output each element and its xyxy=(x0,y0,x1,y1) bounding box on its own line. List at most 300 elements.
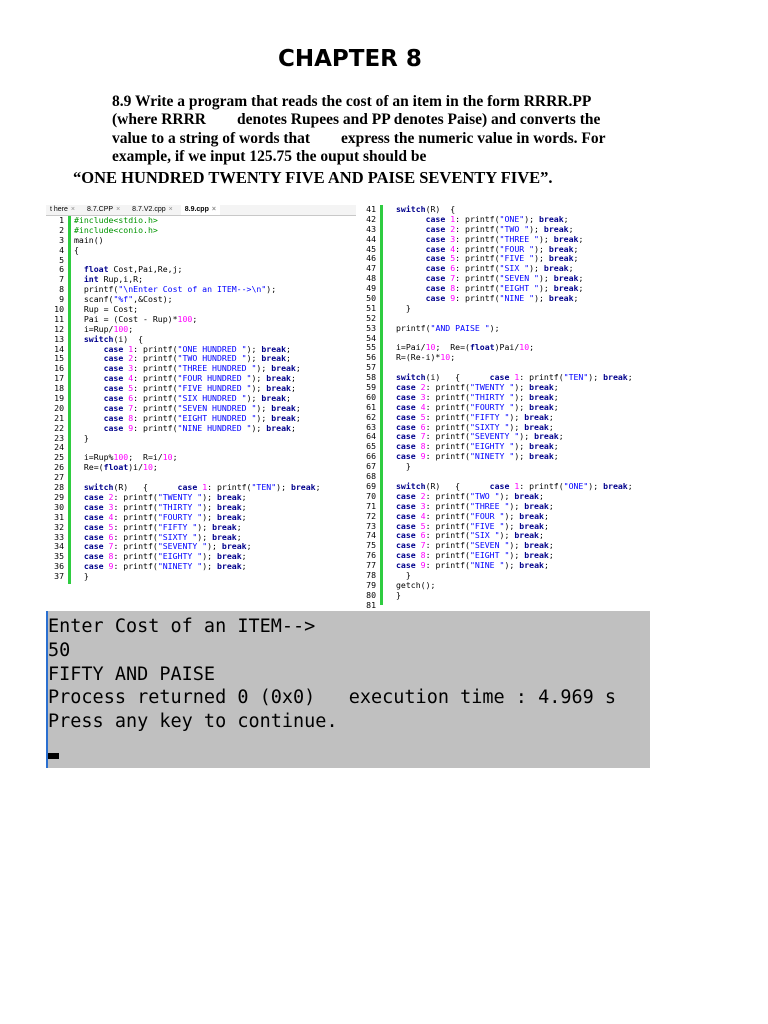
code-token: "EIGHTY " xyxy=(157,551,203,562)
line-number: 53 xyxy=(366,322,376,333)
code-token: : printf( xyxy=(455,283,500,294)
code-token: ); xyxy=(509,550,525,561)
code-token: case xyxy=(103,353,124,364)
problem-line: 8.9 Write a program that reads the cost of an item in the form RRRR.PP xyxy=(112,93,592,110)
code-token: break xyxy=(548,243,574,254)
code-token: ); xyxy=(534,293,549,304)
line-number: 15 xyxy=(54,353,64,364)
code-token: 9 xyxy=(450,293,456,304)
code-line xyxy=(396,452,633,462)
code-token: 3 xyxy=(450,233,456,244)
code-token: : printf( xyxy=(113,551,158,562)
code-token: "NINE " xyxy=(499,293,535,304)
code-token: ; xyxy=(563,213,569,224)
code-token: ; xyxy=(578,283,584,294)
code-token: switch xyxy=(396,480,426,491)
code-token: ; xyxy=(241,561,247,572)
code-token: : printf( xyxy=(425,530,470,541)
line-number: 14 xyxy=(54,343,64,354)
code-token: 7 xyxy=(128,402,134,413)
code-token: "%f" xyxy=(113,294,134,305)
code-token: ; R=i/ xyxy=(128,452,163,463)
code-token: "SEVENTY " xyxy=(157,541,208,552)
code-token: break xyxy=(290,482,316,493)
console-line: Enter Cost of an ITEM--> xyxy=(48,616,316,637)
code-token: : printf( xyxy=(519,480,564,491)
line-number: 72 xyxy=(366,510,376,521)
code-token: "ONE" xyxy=(499,213,525,224)
line-number: 67 xyxy=(366,461,376,472)
line-number: 50 xyxy=(366,293,376,304)
code-token: 8 xyxy=(128,412,134,423)
code-token: : printf( xyxy=(455,213,500,224)
code-token: switch xyxy=(396,204,426,214)
code-token: 1 xyxy=(514,480,520,491)
line-number: 61 xyxy=(366,401,376,412)
code-token: (R) { xyxy=(113,482,178,493)
code-token: case xyxy=(177,482,198,493)
code-token: "NINE HUNDRED " xyxy=(177,422,252,433)
code-token: case xyxy=(396,500,416,511)
line-number: 18 xyxy=(54,383,64,394)
code-token: break xyxy=(519,510,544,521)
line-number: 48 xyxy=(366,273,376,284)
code-token: i=Rup/ xyxy=(74,323,114,334)
code-token: #include<conio.h> xyxy=(74,224,158,235)
code-token: "TWO HUNDRED " xyxy=(177,353,247,364)
code-token xyxy=(74,532,84,542)
close-icon[interactable]: × xyxy=(168,206,173,213)
code-token: 8 xyxy=(420,550,426,561)
code-token: 10 xyxy=(425,342,436,353)
code-token: case xyxy=(103,422,124,433)
code-token: ); xyxy=(251,383,267,394)
code-token: 100 xyxy=(113,452,129,463)
code-token: "FIVE " xyxy=(469,520,505,531)
console-line: 50 xyxy=(48,640,71,661)
code-token: 7 xyxy=(108,541,114,552)
line-number: 6 xyxy=(59,264,64,275)
code-token: scanf( xyxy=(74,294,114,305)
line-number: 64 xyxy=(366,431,376,442)
code-token: case xyxy=(83,531,104,542)
code-token: ); xyxy=(514,391,530,402)
code-token: ; xyxy=(286,353,291,364)
line-number: 8 xyxy=(59,284,64,295)
code-token: case xyxy=(396,401,416,412)
code-token: ; xyxy=(568,263,574,274)
code-token: 4 xyxy=(108,511,114,522)
code-token: break xyxy=(529,382,554,393)
code-token: ; xyxy=(553,451,559,462)
line-number: 74 xyxy=(366,530,376,541)
code-token: ; xyxy=(236,521,242,532)
code-token: 9 xyxy=(128,422,134,433)
line-number: 78 xyxy=(366,569,376,580)
code-token: ; xyxy=(558,431,564,442)
code-token: : printf( xyxy=(133,393,178,404)
code-token: : printf( xyxy=(425,510,470,521)
code-token: break xyxy=(524,411,549,422)
code-token xyxy=(74,522,84,532)
code-token xyxy=(74,482,84,492)
code-token: } xyxy=(396,461,411,472)
code-token: 8 xyxy=(420,441,426,452)
code-token: break xyxy=(261,343,287,354)
code-token: Re=( xyxy=(74,462,104,473)
code-line xyxy=(74,572,321,582)
code-token: 6 xyxy=(450,263,456,274)
code-token: 10 xyxy=(519,342,530,353)
code-token xyxy=(74,561,84,571)
code-token: : printf( xyxy=(113,491,158,502)
code-token: "ONE" xyxy=(563,480,589,491)
code-token xyxy=(74,383,104,393)
code-token: i=Pai/ xyxy=(396,342,426,353)
code-token: ; xyxy=(553,401,559,412)
code-token: break xyxy=(212,521,237,532)
code-token xyxy=(74,334,84,344)
line-number: 56 xyxy=(366,352,376,363)
code-token: ; xyxy=(450,352,456,363)
code-token: : printf( xyxy=(425,401,470,412)
tab-label: 8.7.CPP xyxy=(87,206,114,213)
code-token: case xyxy=(425,213,446,224)
code-token: 2 xyxy=(128,353,134,364)
code-token: Cost,Pai,Re,j; xyxy=(108,264,183,275)
code-token: case xyxy=(103,412,124,423)
code-token: : printf( xyxy=(455,253,500,264)
code-line xyxy=(74,236,321,246)
line-number: 27 xyxy=(54,472,64,483)
code-token: ); xyxy=(256,412,272,423)
code-token: : printf( xyxy=(133,353,178,364)
code-token: case xyxy=(83,501,104,512)
line-number: 21 xyxy=(54,412,64,423)
code-token: break xyxy=(524,550,549,561)
code-token: ; xyxy=(241,501,247,512)
code-token: : printf( xyxy=(425,382,470,393)
code-token: : printf( xyxy=(133,343,178,354)
code-token: Pai = (Cost - Rup)* xyxy=(74,313,178,324)
code-token: break xyxy=(553,233,579,244)
console-window[interactable] xyxy=(46,611,650,768)
code-token xyxy=(396,273,426,283)
code-token: ); xyxy=(207,541,222,552)
code-token: 4 xyxy=(128,373,134,384)
problem-statement xyxy=(112,93,712,167)
code-token: ); xyxy=(246,343,262,354)
tab-there[interactable] xyxy=(46,205,79,215)
code-token: 9 xyxy=(420,451,426,462)
code-token: break xyxy=(519,560,544,571)
code-token: ); xyxy=(538,283,554,294)
expected-output: “ONE HUNDRED TWENTY FIVE AND PAISE SEVENTY FIVE”. xyxy=(73,168,553,187)
change-bar xyxy=(380,205,383,605)
code-token: break xyxy=(553,283,579,294)
code-token: break xyxy=(217,491,242,502)
code-token: break xyxy=(221,541,247,552)
code-token xyxy=(74,274,84,284)
code-token: ); xyxy=(197,531,213,542)
problem-line: (where RRRR denotes Rupees and PP denotes Paise) and converts the xyxy=(112,111,601,129)
code-token: "ONE HUNDRED " xyxy=(177,343,247,354)
code-token: break xyxy=(271,363,296,374)
code-token: ); xyxy=(538,233,554,244)
code-token: : printf( xyxy=(425,411,470,422)
code-token: ); xyxy=(202,501,217,512)
code-token: "AND PAISE " xyxy=(430,322,490,333)
code-token: "SEVEN " xyxy=(469,540,510,551)
code-token: 6 xyxy=(108,531,114,542)
code-token: : printf( xyxy=(425,520,470,531)
code-token: break xyxy=(539,213,564,224)
code-token: 10 xyxy=(143,462,153,473)
code-token: ); xyxy=(529,263,544,274)
code-token xyxy=(74,502,84,512)
code-token xyxy=(396,244,426,254)
code-token: "FIVE " xyxy=(499,253,535,264)
code-line xyxy=(396,294,633,304)
tab-8-7-cpp[interactable] xyxy=(83,205,124,215)
code-token: "SEVEN HUNDRED " xyxy=(177,402,257,413)
code-token: : printf( xyxy=(455,293,500,304)
code-token: break xyxy=(217,551,242,562)
code-token: 6 xyxy=(420,421,426,432)
code-token: ; xyxy=(290,383,296,394)
line-number: 70 xyxy=(366,490,376,501)
code-token: "EIGHTY " xyxy=(469,441,515,452)
code-line xyxy=(396,462,633,472)
problem-line: value to a string of words that express the numeric value in words. For xyxy=(112,129,606,147)
code-token: 1 xyxy=(514,372,520,383)
line-number: 55 xyxy=(366,342,376,353)
line-number: 26 xyxy=(54,462,64,473)
code-token: ; xyxy=(573,243,579,254)
code-token: : printf( xyxy=(113,531,158,542)
code-token: Rup = Cost; xyxy=(74,304,139,315)
code-token: case xyxy=(103,383,124,394)
code-token: float xyxy=(103,462,129,473)
code-token: case xyxy=(425,233,446,244)
code-token: ); xyxy=(529,223,544,234)
code-token: ; xyxy=(573,253,579,264)
code-token: ; xyxy=(128,323,134,334)
code-token: break xyxy=(534,431,559,442)
code-token: break xyxy=(524,500,549,511)
code-token: ); xyxy=(509,500,525,511)
line-number: 71 xyxy=(366,500,376,511)
code-token: ); xyxy=(276,482,291,493)
code-token: ; xyxy=(539,490,544,501)
code-token: switch xyxy=(396,372,426,383)
code-token: 1 xyxy=(128,343,134,354)
code-token: ); xyxy=(519,431,535,442)
chapter-title: CHAPTER 8 xyxy=(278,46,422,72)
code-token: break xyxy=(261,393,287,404)
code-token: case xyxy=(83,511,104,522)
code-token: ,&Cost); xyxy=(133,294,173,305)
code-token: break xyxy=(553,273,579,284)
code-token: "SIXTY " xyxy=(157,531,198,542)
code-token: case xyxy=(83,551,104,562)
code-token xyxy=(74,512,84,522)
code-line xyxy=(396,581,633,591)
code-token: ; xyxy=(236,531,242,542)
code-token: case xyxy=(425,223,446,234)
code-token: printf( xyxy=(396,322,431,333)
code-token: : printf( xyxy=(133,422,178,433)
code-token: ; xyxy=(315,482,321,493)
code-token: ; xyxy=(627,480,633,491)
code-token: "FOURTY " xyxy=(157,511,203,522)
code-token: : printf( xyxy=(455,263,500,274)
code-token: break xyxy=(529,401,554,412)
code-token: : printf( xyxy=(455,233,500,244)
line-number: 46 xyxy=(366,253,376,264)
code-token: : printf( xyxy=(133,402,178,413)
code-token: ; xyxy=(241,551,247,562)
code-token: : printf( xyxy=(113,541,158,552)
line-number: 3 xyxy=(59,234,64,245)
code-line xyxy=(396,561,633,571)
code-token: 3 xyxy=(108,501,114,512)
code-token: "EIGHT " xyxy=(469,550,510,561)
tab-8-9-cpp[interactable] xyxy=(181,205,220,215)
code-token: ); xyxy=(538,273,554,284)
code-token: "THIRTY " xyxy=(157,501,203,512)
code-token: case xyxy=(425,273,446,284)
code-token: case xyxy=(103,402,124,413)
code-token: #include<stdio.h> xyxy=(74,215,158,225)
code-token: printf( xyxy=(74,284,119,295)
code-token: "FIFTY " xyxy=(157,521,198,532)
close-icon[interactable]: × xyxy=(211,206,216,213)
code-token: 2 xyxy=(420,382,426,393)
code-token: (R) { xyxy=(425,204,456,214)
close-icon[interactable]: × xyxy=(70,206,75,213)
code-token: "SIX " xyxy=(499,263,530,274)
code-token: ); xyxy=(499,530,515,541)
line-number: 79 xyxy=(366,579,376,590)
code-token: break xyxy=(514,490,539,501)
code-token: break xyxy=(266,422,291,433)
code-token: 4 xyxy=(420,401,426,412)
line-number: 2 xyxy=(59,224,64,235)
code-token: "FIVE HUNDRED " xyxy=(177,383,252,394)
code-token: break xyxy=(266,373,291,384)
code-token: 2 xyxy=(420,490,426,501)
code-token: ; xyxy=(548,500,554,511)
code-pane-right[interactable] xyxy=(358,205,658,611)
code-token: : printf( xyxy=(425,550,470,561)
line-number: 25 xyxy=(54,452,64,463)
code-token: ; xyxy=(539,530,544,541)
code-token: } xyxy=(396,569,411,580)
line-number: 60 xyxy=(366,391,376,402)
code-token: "THREE HUNDRED " xyxy=(177,363,257,374)
tab-8-7-v2-cpp[interactable] xyxy=(128,205,177,215)
code-token xyxy=(74,492,84,502)
code-token: case xyxy=(489,480,510,491)
code-text[interactable] xyxy=(396,205,633,611)
line-number: 44 xyxy=(366,233,376,244)
code-token: 5 xyxy=(128,383,134,394)
code-token: 1 xyxy=(202,482,208,493)
close-icon[interactable]: × xyxy=(116,206,121,213)
code-token: case xyxy=(425,253,446,264)
code-token: ; xyxy=(543,510,549,521)
code-token: case xyxy=(396,391,416,402)
code-token: int xyxy=(83,274,99,285)
code-token xyxy=(396,253,426,263)
console-line: Process returned 0 (0x0) execution time : 4.969 s xyxy=(48,687,617,708)
line-number: 73 xyxy=(366,520,376,531)
code-token: (R) { xyxy=(425,480,490,491)
code-token xyxy=(74,403,104,413)
code-token: ); xyxy=(588,372,604,383)
code-token: 10 xyxy=(440,352,451,363)
code-token: "EIGHT " xyxy=(499,283,539,294)
code-token: case xyxy=(425,293,446,304)
code-token: break xyxy=(603,480,628,491)
code-token xyxy=(396,214,426,224)
line-number: 41 xyxy=(366,204,376,214)
code-token: : printf( xyxy=(113,511,158,522)
code-token: ); xyxy=(509,421,525,432)
console-line: Press any key to continue. xyxy=(48,711,338,732)
code-token: ; xyxy=(286,343,291,354)
code-token: ; xyxy=(290,373,296,384)
line-number: 33 xyxy=(54,531,64,542)
code-token: : printf( xyxy=(113,501,158,512)
code-token: 2 xyxy=(108,491,114,502)
code-pane-left[interactable] xyxy=(46,216,358,586)
tab-label: 8.9.cpp xyxy=(184,206,209,213)
code-token: ); xyxy=(504,560,520,571)
code-token xyxy=(396,234,426,244)
line-number: 7 xyxy=(59,274,64,285)
line-number: 81 xyxy=(366,599,376,610)
code-token: : printf( xyxy=(133,383,178,394)
code-token: ; xyxy=(172,452,178,463)
code-token: "TWENTY " xyxy=(157,491,203,502)
code-token: : printf( xyxy=(425,560,470,571)
code-token: } xyxy=(74,571,89,582)
code-token: case xyxy=(396,431,416,442)
code-token xyxy=(74,264,84,274)
line-number: 58 xyxy=(366,372,376,383)
code-line xyxy=(74,424,321,434)
code-token: "\nEnter Cost of an ITEM-->\n" xyxy=(118,284,267,295)
code-token: ); xyxy=(256,402,272,413)
line-number: 35 xyxy=(54,551,64,562)
code-line xyxy=(74,463,321,473)
code-token xyxy=(396,224,426,234)
code-token: 5 xyxy=(420,411,426,422)
line-number: 47 xyxy=(366,263,376,274)
code-token xyxy=(396,293,426,303)
code-token: ; xyxy=(241,511,247,522)
code-token: 9 xyxy=(108,561,114,572)
text-cursor xyxy=(48,753,59,759)
code-token: ; xyxy=(573,293,579,304)
code-token xyxy=(74,373,104,383)
line-number: 54 xyxy=(366,332,376,343)
code-text[interactable] xyxy=(74,216,321,582)
code-line xyxy=(74,226,321,236)
problem-line: example, if we input 125.75 the ouput should be xyxy=(112,148,427,166)
